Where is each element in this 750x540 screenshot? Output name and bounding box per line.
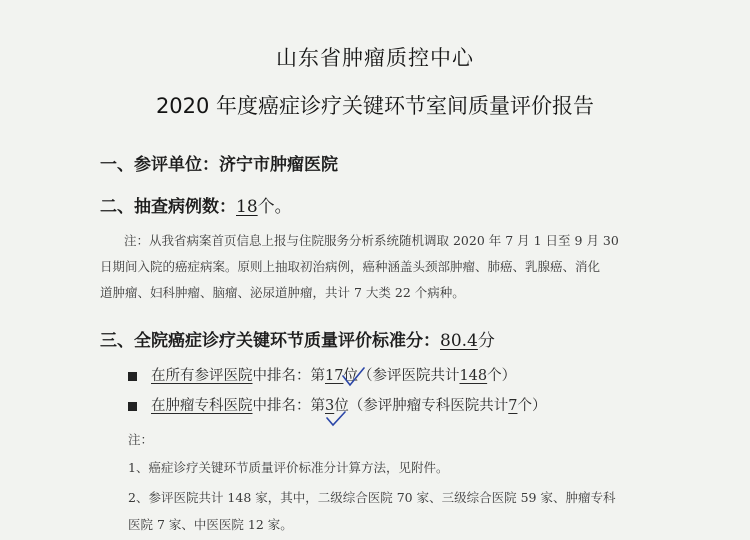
section-participant-value: 济宁市肿瘤医院 [219,155,338,175]
rank-all-suffix: 位（参评医院共计 [343,368,460,384]
report-title: 2020 年度癌症诊疗关键环节室间质量评价报告 [155,94,595,118]
score-unit: 分 [477,331,495,351]
org-title: 山东省肿瘤质控中心 [276,46,474,70]
section-case-count-label: 二、抽查病例数： [100,197,236,217]
rank-all-value: 17 [325,368,344,384]
sampling-note-line: 日期间入院的癌症病案。原则上抽取初治病例，癌种涵盖头颈部肿瘤、肺癌、乳腺癌、消化 [100,259,601,274]
footnote-head: 注： [128,432,154,447]
section-case-count [100,192,292,217]
case-count-value: 18 [236,197,258,217]
rank-all-prefix: 在所有参评医院 [151,368,253,384]
handwritten-check-icon [340,366,366,388]
rank-all-hospitals [128,364,516,385]
case-count-unit: 个。 [257,197,292,217]
rank-specialty-value: 3 [325,398,335,414]
sampling-note [100,228,660,306]
footnote-item-2b: 医院 7 家、中医医院 12 家。 [128,517,293,532]
rank-specialty-total: 7 [508,398,518,414]
bullet-square-icon [128,402,137,411]
sampling-note-line: 道肿瘤、妇科肿瘤、脑瘤、泌尿道肿瘤，共计 7 大类 22 个病种。 [100,285,465,300]
score-value: 80.4 [440,331,478,351]
footnote-item-1: 1、癌症诊疗关键环节质量评价标准分计算方法，见附件。 [128,460,449,475]
handwritten-check-icon [325,410,347,428]
bullet-square-icon [128,372,137,381]
sampling-note-line: 注：从我省病案首页信息上报与住院服务分析系统随机调取 2020 年 7 月 1 日至 9 月 30 [124,233,619,248]
section-participant [100,150,338,175]
section-participant-label: 一、参评单位： [100,155,219,175]
rank-all-close: 个） [487,368,517,384]
rank-specialty-mid: 中排名：第 [252,398,325,414]
rank-specialty-close: 个） [517,398,547,414]
footnote-item-2a: 2、参评医院共计 148 家，其中，二级综合医院 70 家、三级综合医院 59 家、肿瘤专科 [128,490,616,505]
section-score-label: 三、全院癌症诊疗关键环节质量评价标准分： [100,331,440,351]
section-score [100,326,495,351]
rank-all-total: 148 [459,368,488,384]
rank-specialty-suffix: 位（参评肿瘤专科医院共计 [334,398,509,414]
rank-specialty-prefix: 在肿瘤专科医院 [151,398,253,414]
rank-specialty-hospitals [128,394,546,415]
rank-all-mid: 中排名：第 [252,368,325,384]
